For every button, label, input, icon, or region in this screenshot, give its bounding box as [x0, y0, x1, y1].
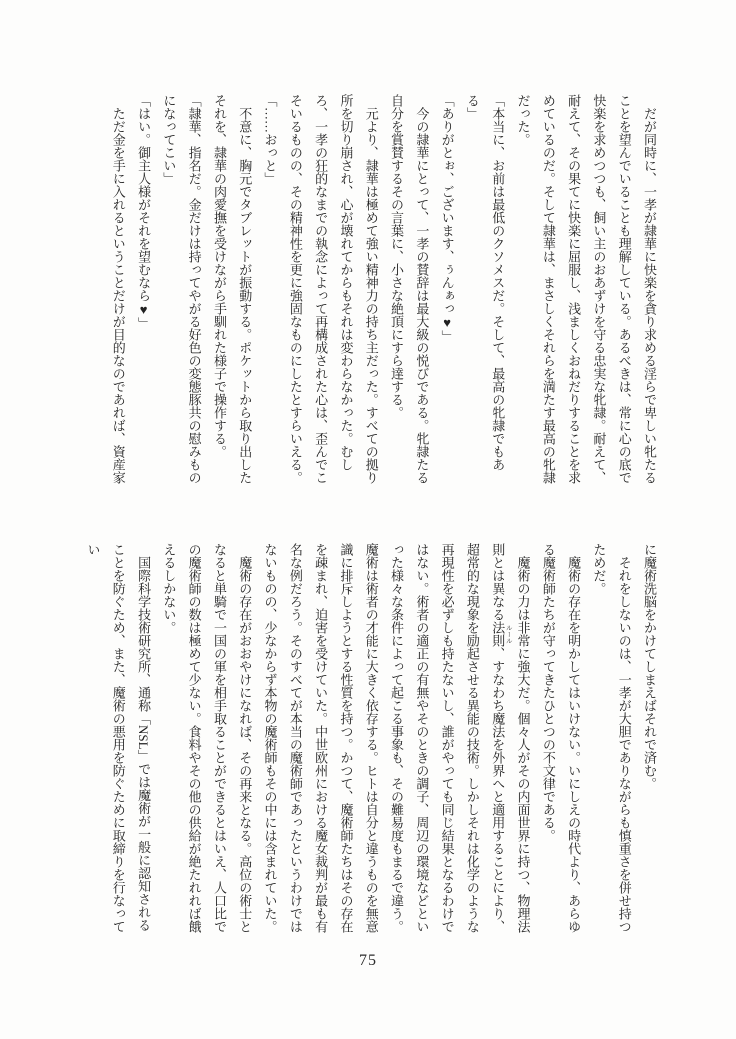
- paragraph-dialogue: 「隷華、指名だ。金だけは持ってやがる好色の変態豚共の慰みものになってこい」: [161, 94, 202, 484]
- paragraph-dialogue: 「……おっと」: [262, 94, 278, 185]
- paragraph: [257, 543, 535, 939]
- paragraph: 魔術の存在を明かしてはいけない。いにしえの時代より、あらゆる魔術師たちが守ってきたひとつの不文律である。: [540, 543, 582, 933]
- paragraph-dialogue: 「はい。御主人様がそれを望むなら♥」: [136, 94, 152, 330]
- ruby-text: ルール: [504, 621, 512, 647]
- text-block-bottom: [85, 543, 662, 939]
- text-block-top: [102, 94, 662, 490]
- paragraph: だが同時に、一孝が隷華に快楽を貪り求める淫らで卑しい牝たることを望んでいることも理解している。あるべきは、常に心の底で快楽を求めつつも、飼い主のおあずけを守る忠実な牝隷。耐えて、耐えて、その果てに快楽に屈服し、浅ましくおねだりすることを求めているのだ。そして隷華は、まさしくそれらを満たす最高の牝隷だった。: [515, 94, 657, 484]
- paragraph: 不意に、胸元でタブレットが振動する。ポケットから取り出したそれを、隷華の肉愛撫を受けながら手馴れた様子で操作する。: [211, 94, 253, 484]
- paragraph: に魔術洗脳をかけてしまえばそれで済む。: [642, 543, 657, 790]
- ruby-base: 法則: [490, 621, 506, 647]
- paragraph-text: 、すなわち魔法を外界へと適用することにより、超常的な現象を励起させる異能の技術。しかしそれは化学のような再現性を必ずしも持たないし、誰がやっても同じ結果となるわけではない。術者の適正の有無やそのときの調子、周辺の環境などといった様々な条件によって起こる事象も、その難易度もまるで違う。魔術は術者の才能に大きく依存する。ヒトは自分と違うものを無意識に排斥しようとする性質を持つ。かつて、魔術師たちはその存在を疎まれ、迫害を受けていた。中世欧州における魔女裁判が最も有名な例だろう。そのすべてが本当の魔術師であったというわけではないものの、少なからず本物の魔術師もその中には含まれていた。: [262, 543, 506, 933]
- paragraph: ただ金を手に入れるということだけが目的なのであれば、資産家: [110, 107, 126, 484]
- page-number: 75: [359, 952, 377, 969]
- paragraph: 今の隷華にとって、一孝の賛辞は最大級の悦びである。牝隷たる自分を賞賛するその言葉に、小さな絶頂にすら達する。: [389, 94, 430, 484]
- paragraph: 元より、隷華は極めて強い精神力の持ち主だった。すべての拠り所を切り崩され、心が壊れてからもそれは変わらなかった。むしろ、一孝の狂的なまでの執念によって再構成された心は、歪んでこそいるものの、その精神性を更に強固なものにしたとすらいえる。: [287, 94, 379, 484]
- paragraph-text: 魔術の力は非常に強大だ。個々人がその内面世界に持つ、物理法則とは異なる: [490, 543, 531, 933]
- paragraph: 国際科学技術研究所、通称「NSL」では魔術が一般に認知されることを防ぐため、また、魔術の悪用を防ぐために取締りを行なってい: [85, 543, 152, 933]
- paragraph: それをしないのは、一孝が大胆でありながらも慎重さを併せ持つためだ。: [591, 543, 632, 933]
- paragraph-dialogue: 「本当に、お前は最低のクソメスだ。そして、最高の牝隷でもある」: [464, 94, 506, 471]
- paragraph-dialogue: 「ありがとぉ、ございます、ぅんぁっ♥」: [439, 94, 455, 343]
- paragraph: 魔術の存在がおおやけになれば、その再来となる。高位の術士となると単騎で一国の軍を相手取ることができるとはいえ、人口比での魔術師の数は極めて少ない。食料やその他の供給が絶たれれば餓えるしかない。: [161, 543, 253, 933]
- ruby-annotation: [490, 621, 512, 647]
